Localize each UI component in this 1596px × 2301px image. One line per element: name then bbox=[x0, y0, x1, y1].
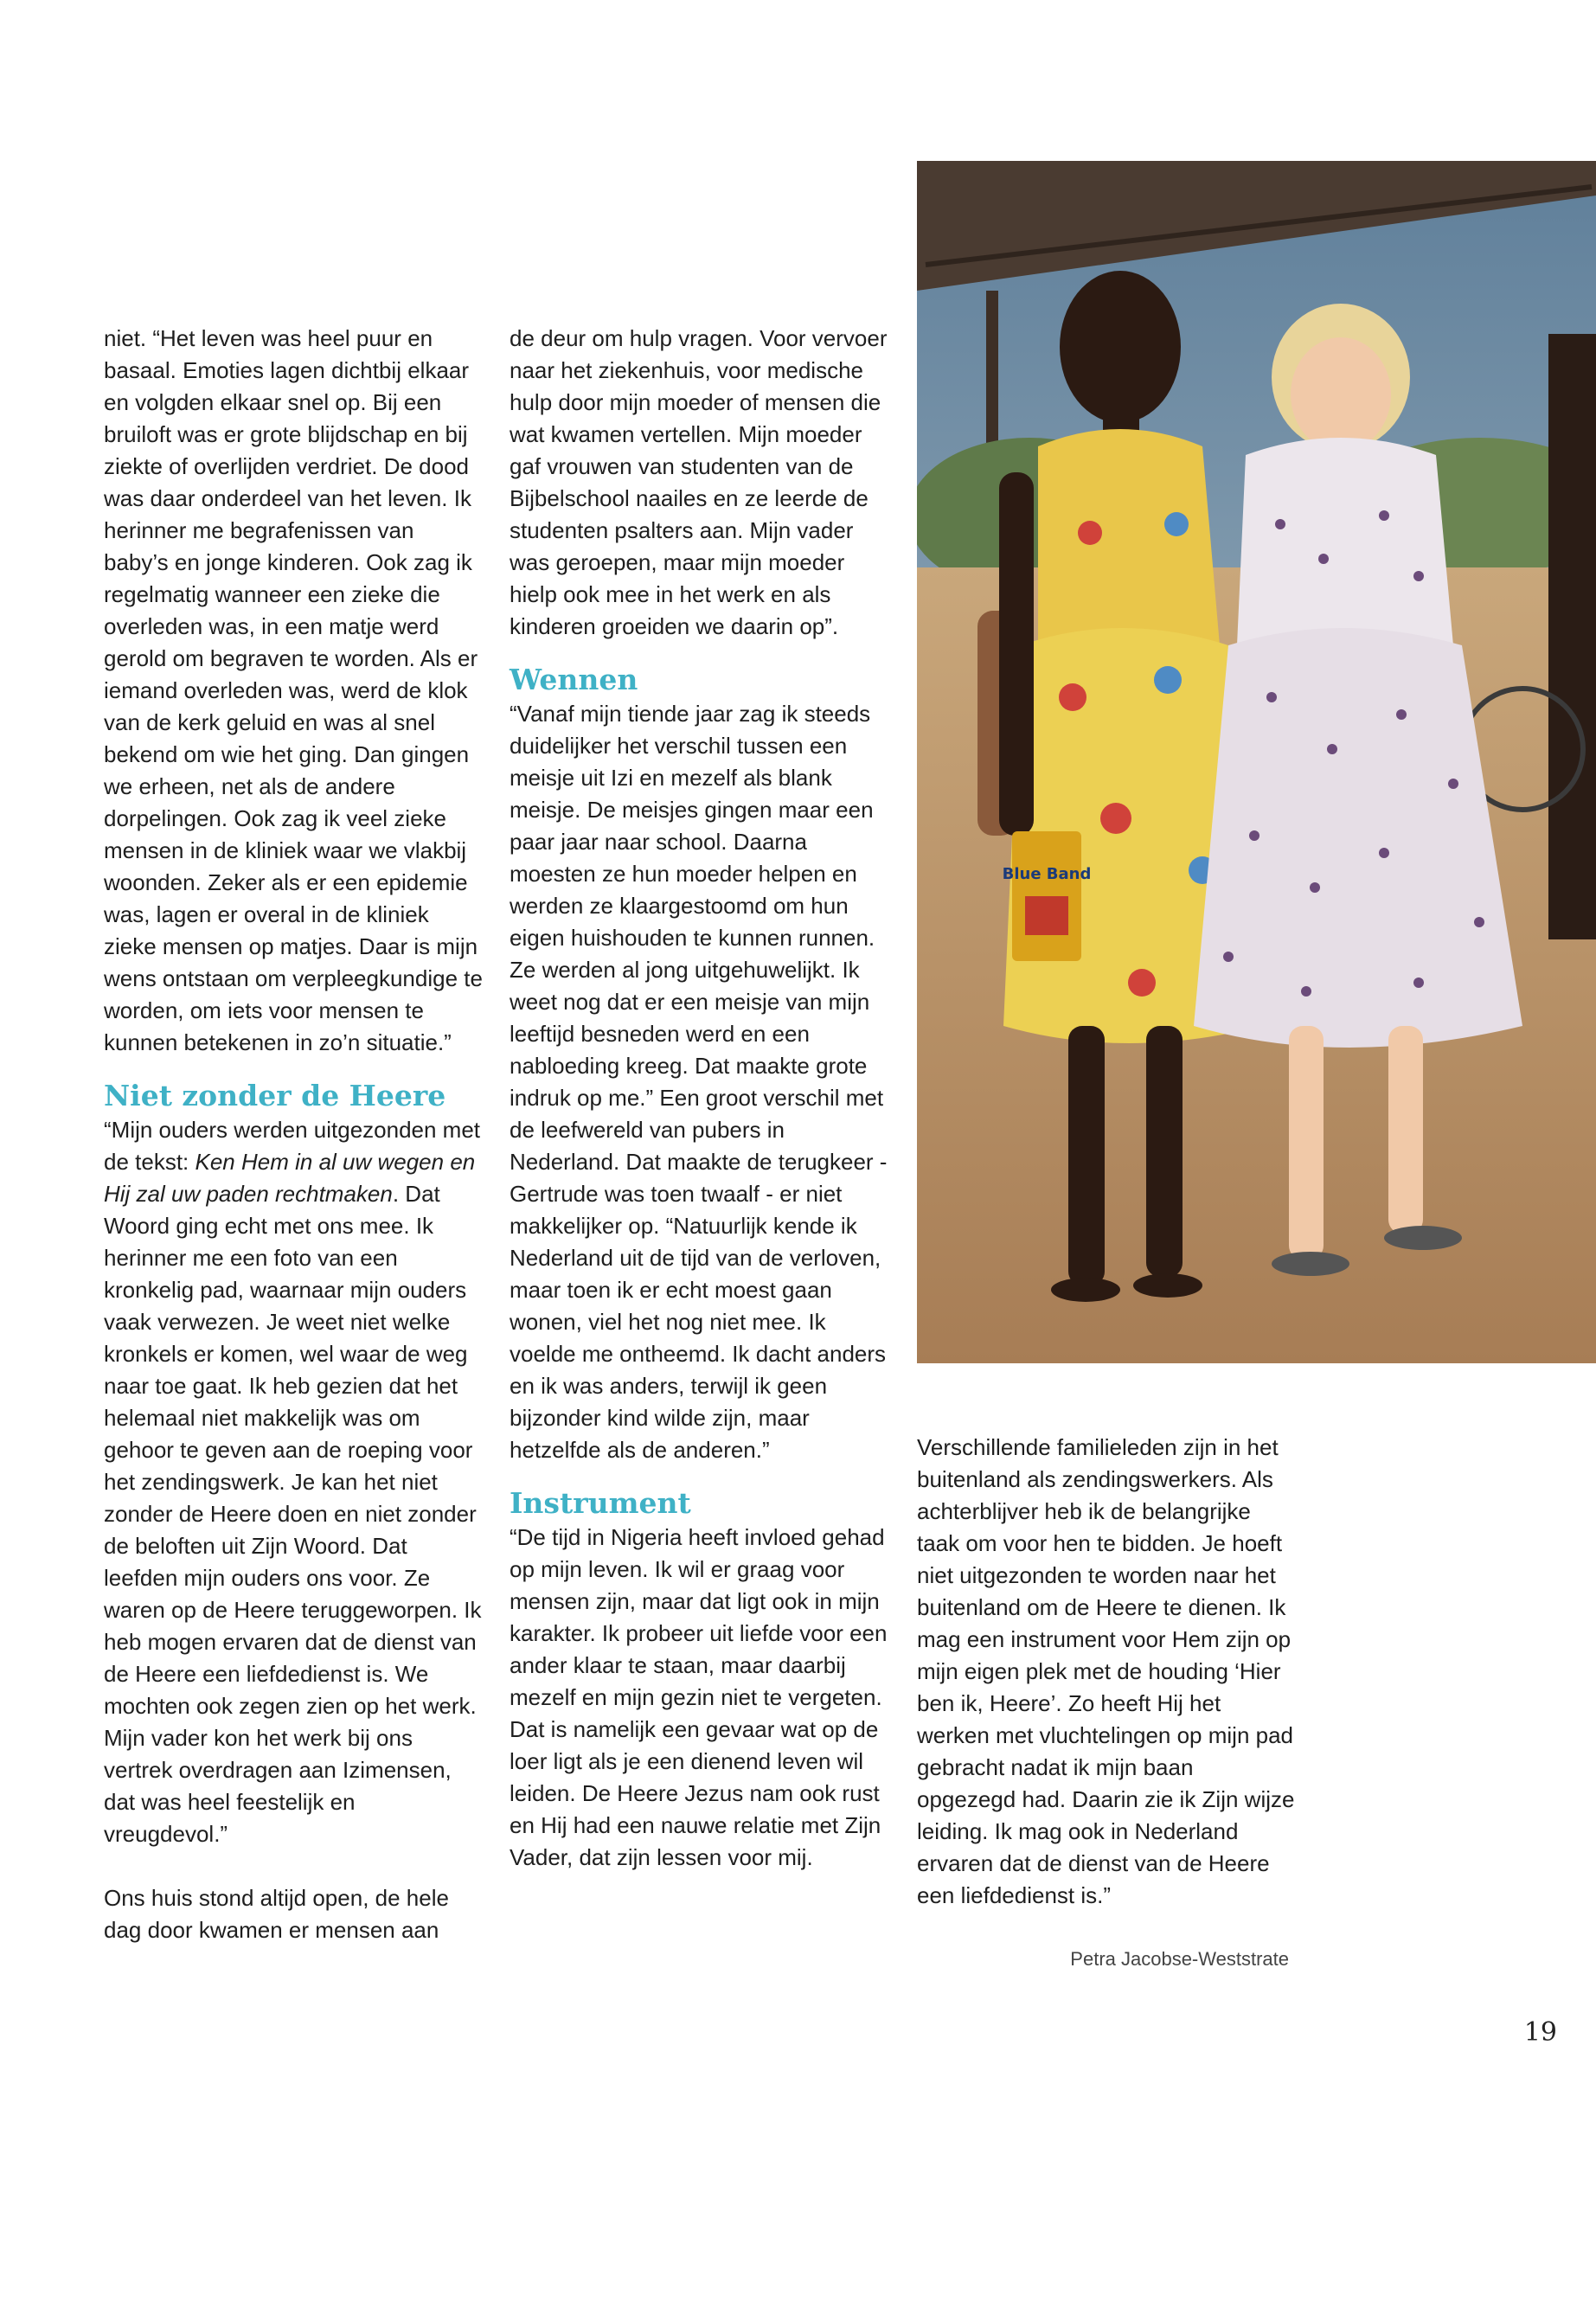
article-column-3 bbox=[917, 1432, 1298, 1912]
subheading-wennen: Wennen bbox=[510, 663, 638, 696]
can-label: Blue Band bbox=[1002, 865, 1092, 883]
article-column-1 bbox=[104, 323, 484, 1946]
bible-quote: Ken Hem in al uw wegen en Hij zal uw paden rechtmaken bbox=[104, 1149, 476, 1207]
paragraph: de deur om hulp vragen. Voor vervoer naar het ziekenhuis, voor medische hulp door mijn moeder of mensen die wat kwamen vertellen. Mijn moeder gaf vrouwen van studenten van de Bijbelschool naailes en ze leerde de studenten psalters aan. Mijn vader was geroepen, maar mijn moeder hielp ook mee in het werk en als kinderen groeiden we daarin op”. bbox=[510, 325, 888, 639]
photo-two-girls bbox=[917, 161, 1596, 1363]
author-byline: Petra Jacobse-Weststrate bbox=[1070, 1948, 1289, 1970]
article-column-2 bbox=[510, 323, 890, 1874]
paragraph: “De tijd in Nigeria heeft invloed gehad op mijn leven. Ik wil er graag voor mensen zijn, maar dat ligt ook in mijn karakter. Ik probeer uit liefde voor een ander klaar te staan, maar daarbij mezelf en mijn gezin niet te vergeten. Dat is namelijk een gevaar wat op de loer ligt als je een dienend leven wil leiden. De Heere Jezus nam ook rust en Hij had een nauwe relatie met Zijn Vader, dat zijn lessen voor mij. bbox=[510, 1524, 888, 1870]
photo-illustration bbox=[917, 161, 1596, 1363]
paragraph: “Vanaf mijn tiende jaar zag ik steeds duidelijker het verschil tussen een meisje uit Izi en mezelf als blank meisje. De meisjes gingen maar een paar jaar naar school. Daarna moesten ze hun moeder helpen en werden ze klaargestoomd om hun eigen huishouden te kunnen runnen. Ze werden al jong uitgehuwelijkt. Ik weet nog dat er een meisje van mijn leeftijd besneden werd en een nabloeding kreeg. Dat maakte grote indruk op me.” Een groot verschil met de leefwereld van pubers in Nederland. Dat maakte de terugkeer - Gertrude was toen twaalf - er niet makkelijker op. “Natuurlijk kende ik Nederland uit de tijd van de verloven, maar toen ik er echt moest gaan wonen, viel het nog niet mee. Ik voelde me ontheemd. Ik dacht anders en ik was anders, terwijl ik geen bijzonder kind wilde zijn, maar hetzelfde als de anderen.” bbox=[510, 701, 888, 1463]
paragraph: Verschillende familieleden zijn in het buitenland als zendingswerkers. Als achterblijver heb ik de belangrijke taak om voor hen te bidden. Je hoeft niet uitgezonden te worden naar het buitenland om de Heere te dienen. Ik mag een instrument voor Hem zijn op mijn eigen plek met de houding ‘Hier ben ik, Heere’. Zo heeft Hij het werken met vluchtelingen op mijn pad gebracht nadat ik mijn baan opgezegd had. Daarin zie ik Zijn wijze leiding. Ik mag ook in Nederland ervaren dat de dienst van de Heere een liefdedienst is.” bbox=[917, 1434, 1295, 1908]
subheading-niet-zonder-de-heere: Niet zonder de Heere bbox=[104, 1079, 446, 1112]
paragraph: Ons huis stond altijd open, de hele dag door kwamen er mensen aan bbox=[104, 1885, 449, 1943]
paragraph: niet. “Het leven was heel puur en basaal. Emoties lagen dichtbij elkaar en volgden elkaar snel op. Bij een bruiloft was er grote blijdschap en bij ziekte of overlijden verdriet. De dood was daar onderdeel van het leven. Ik herinner me begrafenissen van baby’s en jonge kinderen. Ook zag ik regelmatig wanneer een zieke die overleden was, in een matje werd gerold om begraven te worden. Als er iemand overleden was, werd de klok van de kerk geluid en was al snel bekend om wie het ging. Dan gingen we erheen, net als de andere dorpelingen. Ook zag ik veel zieke mensen in de kliniek waar we vlakbij woonden. Zeker als er een epidemie was, lagen er overal in de kliniek zieke mensen op matjes. Daar is mijn wens ontstaan om verpleegkundige te worden, om iets voor mensen te kunnen betekenen in zo’n situatie.” bbox=[104, 325, 483, 1055]
page-number: 19 bbox=[1523, 2017, 1557, 2048]
subheading-instrument: Instrument bbox=[510, 1486, 691, 1520]
paragraph: “Mijn ouders werden uitgezonden met de tekst: Ken Hem in al uw wegen en Hij zal uw paden rechtmaken. Dat Woord ging echt met ons mee. Ik herinner me een foto van een kronkelig pad, waarnaar mijn ouders vaak verwezen. Je weet niet welke kronkels er komen, wel waar de weg naar toe gaat. Ik heb gezien dat het helemaal niet makkelijk was om gehoor te geven aan de roeping voor het zendingswerk. Je kan het niet zonder de Heere doen en niet zonder de beloften uit Zijn Woord. Dat leefden mijn ouders ons voor. Ze waren op de Heere teruggeworpen. Ik heb mogen ervaren dat de dienst van de Heere een liefdedienst is. We mochten ook zegen zien op het werk. Mijn vader kon het werk bij ons vertrek overdragen aan Izimensen, dat was heel feestelijk en vreugdevol.” bbox=[104, 1117, 482, 1847]
